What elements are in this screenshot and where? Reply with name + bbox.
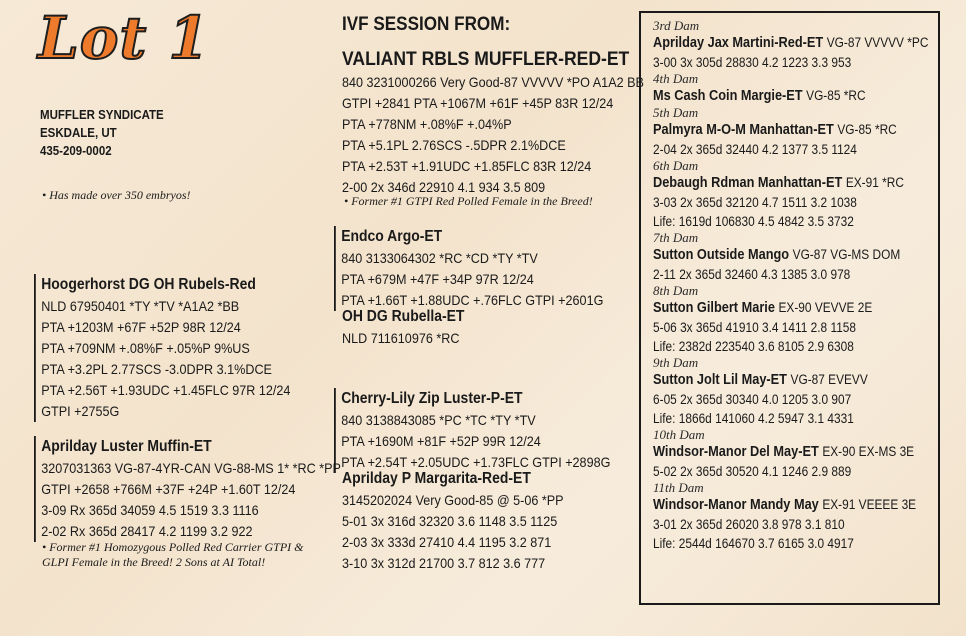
dam-name: Sutton Jolt Lil May-ET VG-87 EVEVV (653, 372, 868, 388)
dam-lifetime: Life: 1866d 141060 4.2 5947 3.1 4331 (653, 411, 854, 426)
dam-record: 5-06 3x 365d 41910 3.4 1411 2.8 1158 (653, 320, 857, 335)
sire2-dam-name: OH DG Rubella-ET (342, 308, 465, 325)
ivf-line: 2-00 2x 346d 22910 4.1 934 3.5 809 (342, 179, 546, 195)
dam-7 (653, 231, 938, 284)
dam-record: 6-05 2x 365d 30340 4.0 1205 3.0 907 (653, 392, 852, 407)
dam-entry (34, 436, 341, 542)
ivf-name: VALIANT RBLS MUFFLER-RED-ET (342, 48, 630, 70)
dam-name: Aprilday Jax Martini-Red-ET VG-87 VVVVV *PC (653, 35, 929, 51)
dam-8 (653, 284, 938, 356)
sire2-entry (334, 226, 603, 311)
dam-record: 3-00 3x 305d 28830 4.2 1223 3.3 953 (653, 55, 852, 70)
dam-label: 9th Dam (653, 355, 699, 370)
owner-phone: 435-209-0002 (40, 144, 112, 158)
dam-name: Windsor-Manor Mandy May EX-91 VEEEE 3E (653, 497, 917, 513)
dam-3 (653, 19, 938, 72)
sire-line: PTA +3.2PL 2.77SCS -3.0DPR 3.1%DCE (41, 361, 272, 377)
sire-name: Hoogerhorst DG OH Rubels-Red (41, 276, 256, 293)
dam-10 (653, 428, 938, 481)
sire3-line: PTA +1690M +81F +52P 99R 12/24 (341, 433, 541, 449)
lot-title: Lot 1 (38, 4, 210, 72)
dam-entry-note: • Former #1 Homozygous Polled Red Carrier GTPI & GLPI Female in the Breed! 2 Sons at AI Total! (42, 540, 304, 569)
sire3-dam-line: 3145202024 Very Good-85 @ 5-06 *PP (342, 492, 564, 508)
dam-label: 5th Dam (653, 105, 699, 120)
dam-record: 2-04 2x 365d 32440 4.2 1377 3.5 1124 (653, 142, 857, 157)
dam-label: 6th Dam (653, 158, 699, 173)
owner-block (40, 106, 164, 160)
dam-lifetime: Life: 2382d 223540 3.6 8105 2.9 6308 (653, 339, 854, 354)
sire3-line: PTA +2.54T +2.05UDC +1.73FLC GTPI +2898G (341, 454, 611, 470)
dam-label: 10th Dam (653, 427, 705, 442)
ivf-details (342, 72, 644, 198)
dam-entry-line: 3-09 Rx 365d 34059 4.5 1519 3.3 1116 (41, 502, 259, 518)
sire3-dam (342, 468, 564, 574)
sire-line: PTA +1203M +67F +52P 98R 12/24 (41, 319, 241, 335)
sire2-line: PTA +1.66T +1.88UDC +.76FLC GTPI +2601G (341, 292, 604, 308)
dam-label: 8th Dam (653, 283, 699, 298)
embryo-note: • Has made over 350 embryos! (42, 188, 191, 202)
dam-entry-line: 3207031363 VG-87-4YR-CAN VG-88-MS 1* *RC *PP (41, 460, 341, 476)
dam-name: Sutton Gilbert Marie EX-90 VEVVE 2E (653, 300, 873, 316)
sire-line: PTA +2.56T +1.93UDC +1.45FLC 97R 12/24 (41, 382, 291, 398)
sire3-dam-line: 5-01 3x 316d 32320 3.6 1148 3.5 1125 (342, 513, 558, 529)
dam-label: 7th Dam (653, 230, 699, 245)
sire2-dam-line: NLD 711610976 *RC (342, 330, 460, 346)
sire-line: PTA +709NM +.08%F +.05%P 9%US (41, 340, 250, 356)
sire2-dam (342, 306, 464, 349)
dam-entry-line: 2-02 Rx 365d 28417 4.2 1199 3.2 922 (41, 523, 253, 539)
dam-4 (653, 72, 938, 106)
ivf-heading: IVF SESSION FROM: (342, 14, 511, 35)
dam-lifetime: Life: 2544d 164670 3.7 6165 3.0 4917 (653, 536, 854, 551)
dam-record: 3-03 2x 365d 32120 4.7 1511 3.2 1038 (653, 195, 857, 210)
dam-entry-name: Aprilday Luster Muffin-ET (41, 438, 212, 455)
dam-lifetime: Life: 1619d 106830 4.5 4842 3.5 3732 (653, 214, 854, 229)
dam-entry-line: GTPI +2658 +766M +37F +24P +1.60T 12/24 (41, 481, 296, 497)
ivf-line: PTA +2.53T +1.91UDC +1.85FLC 83R 12/24 (342, 158, 592, 174)
sire-line: GTPI +2755G (41, 403, 120, 419)
sire2-name: Endco Argo-ET (341, 228, 443, 245)
ivf-note: • Former #1 GTPI Red Polled Female in the Breed! (344, 194, 593, 208)
sire-entry (34, 274, 290, 422)
sire3-entry (334, 388, 610, 473)
dams-box (639, 11, 940, 605)
dam-label: 3rd Dam (653, 18, 700, 33)
sire3-dam-line: 3-10 3x 312d 21700 3.7 812 3.6 777 (342, 555, 546, 571)
dam-record: 5-02 2x 365d 30520 4.1 1246 2.9 889 (653, 464, 852, 479)
dam-name: Palmyra M-O-M Manhattan-ET VG-85 *RC (653, 122, 897, 138)
sire3-dam-name: Aprilday P Margarita-Red-ET (342, 470, 531, 487)
dam-name: Debaugh Rdman Manhattan-ET EX-91 *RC (653, 175, 904, 191)
sire2-line: PTA +679M +47F +34P 97R 12/24 (341, 271, 534, 287)
dam-9 (653, 356, 938, 428)
sire3-dam-line: 2-03 3x 333d 27410 4.4 1195 3.2 871 (342, 534, 552, 550)
sire-line: NLD 67950401 *TY *TV *A1A2 *BB (41, 298, 240, 314)
owner-name: MUFFLER SYNDICATE (40, 108, 164, 122)
dam-name: Ms Cash Coin Margie-ET VG-85 *RC (653, 88, 866, 104)
ivf-line: 840 3231000266 Very Good-87 VVVVV *PO A1A2 BB (342, 74, 644, 90)
dam-11 (653, 481, 938, 553)
ivf-line: PTA +5.1PL 2.76SCS -.5DPR 2.1%DCE (342, 137, 566, 153)
owner-location: ESKDALE, UT (40, 126, 117, 140)
dam-label: 11th Dam (653, 480, 704, 495)
dam-6 (653, 159, 938, 231)
dam-label: 4th Dam (653, 71, 699, 86)
sire3-line: 840 3138843085 *PC *TC *TY *TV (341, 412, 536, 428)
dam-name: Sutton Outside Mango VG-87 VG-MS DOM (653, 247, 901, 263)
ivf-line: PTA +778NM +.08%F +.04%P (342, 116, 512, 132)
ivf-line: GTPI +2841 PTA +1067M +61F +45P 83R 12/24 (342, 95, 614, 111)
dam-record: 2-11 2x 365d 32460 4.3 1385 3.0 978 (653, 267, 851, 282)
dam-5 (653, 106, 938, 159)
sire2-line: 840 3133064302 *RC *CD *TY *TV (341, 250, 538, 266)
dam-record: 3-01 2x 365d 26020 3.8 978 3.1 810 (653, 517, 845, 532)
sire3-name: Cherry-Lily Zip Luster-P-ET (341, 390, 523, 407)
dam-name: Windsor-Manor Del May-ET EX-90 EX-MS 3E (653, 444, 915, 460)
